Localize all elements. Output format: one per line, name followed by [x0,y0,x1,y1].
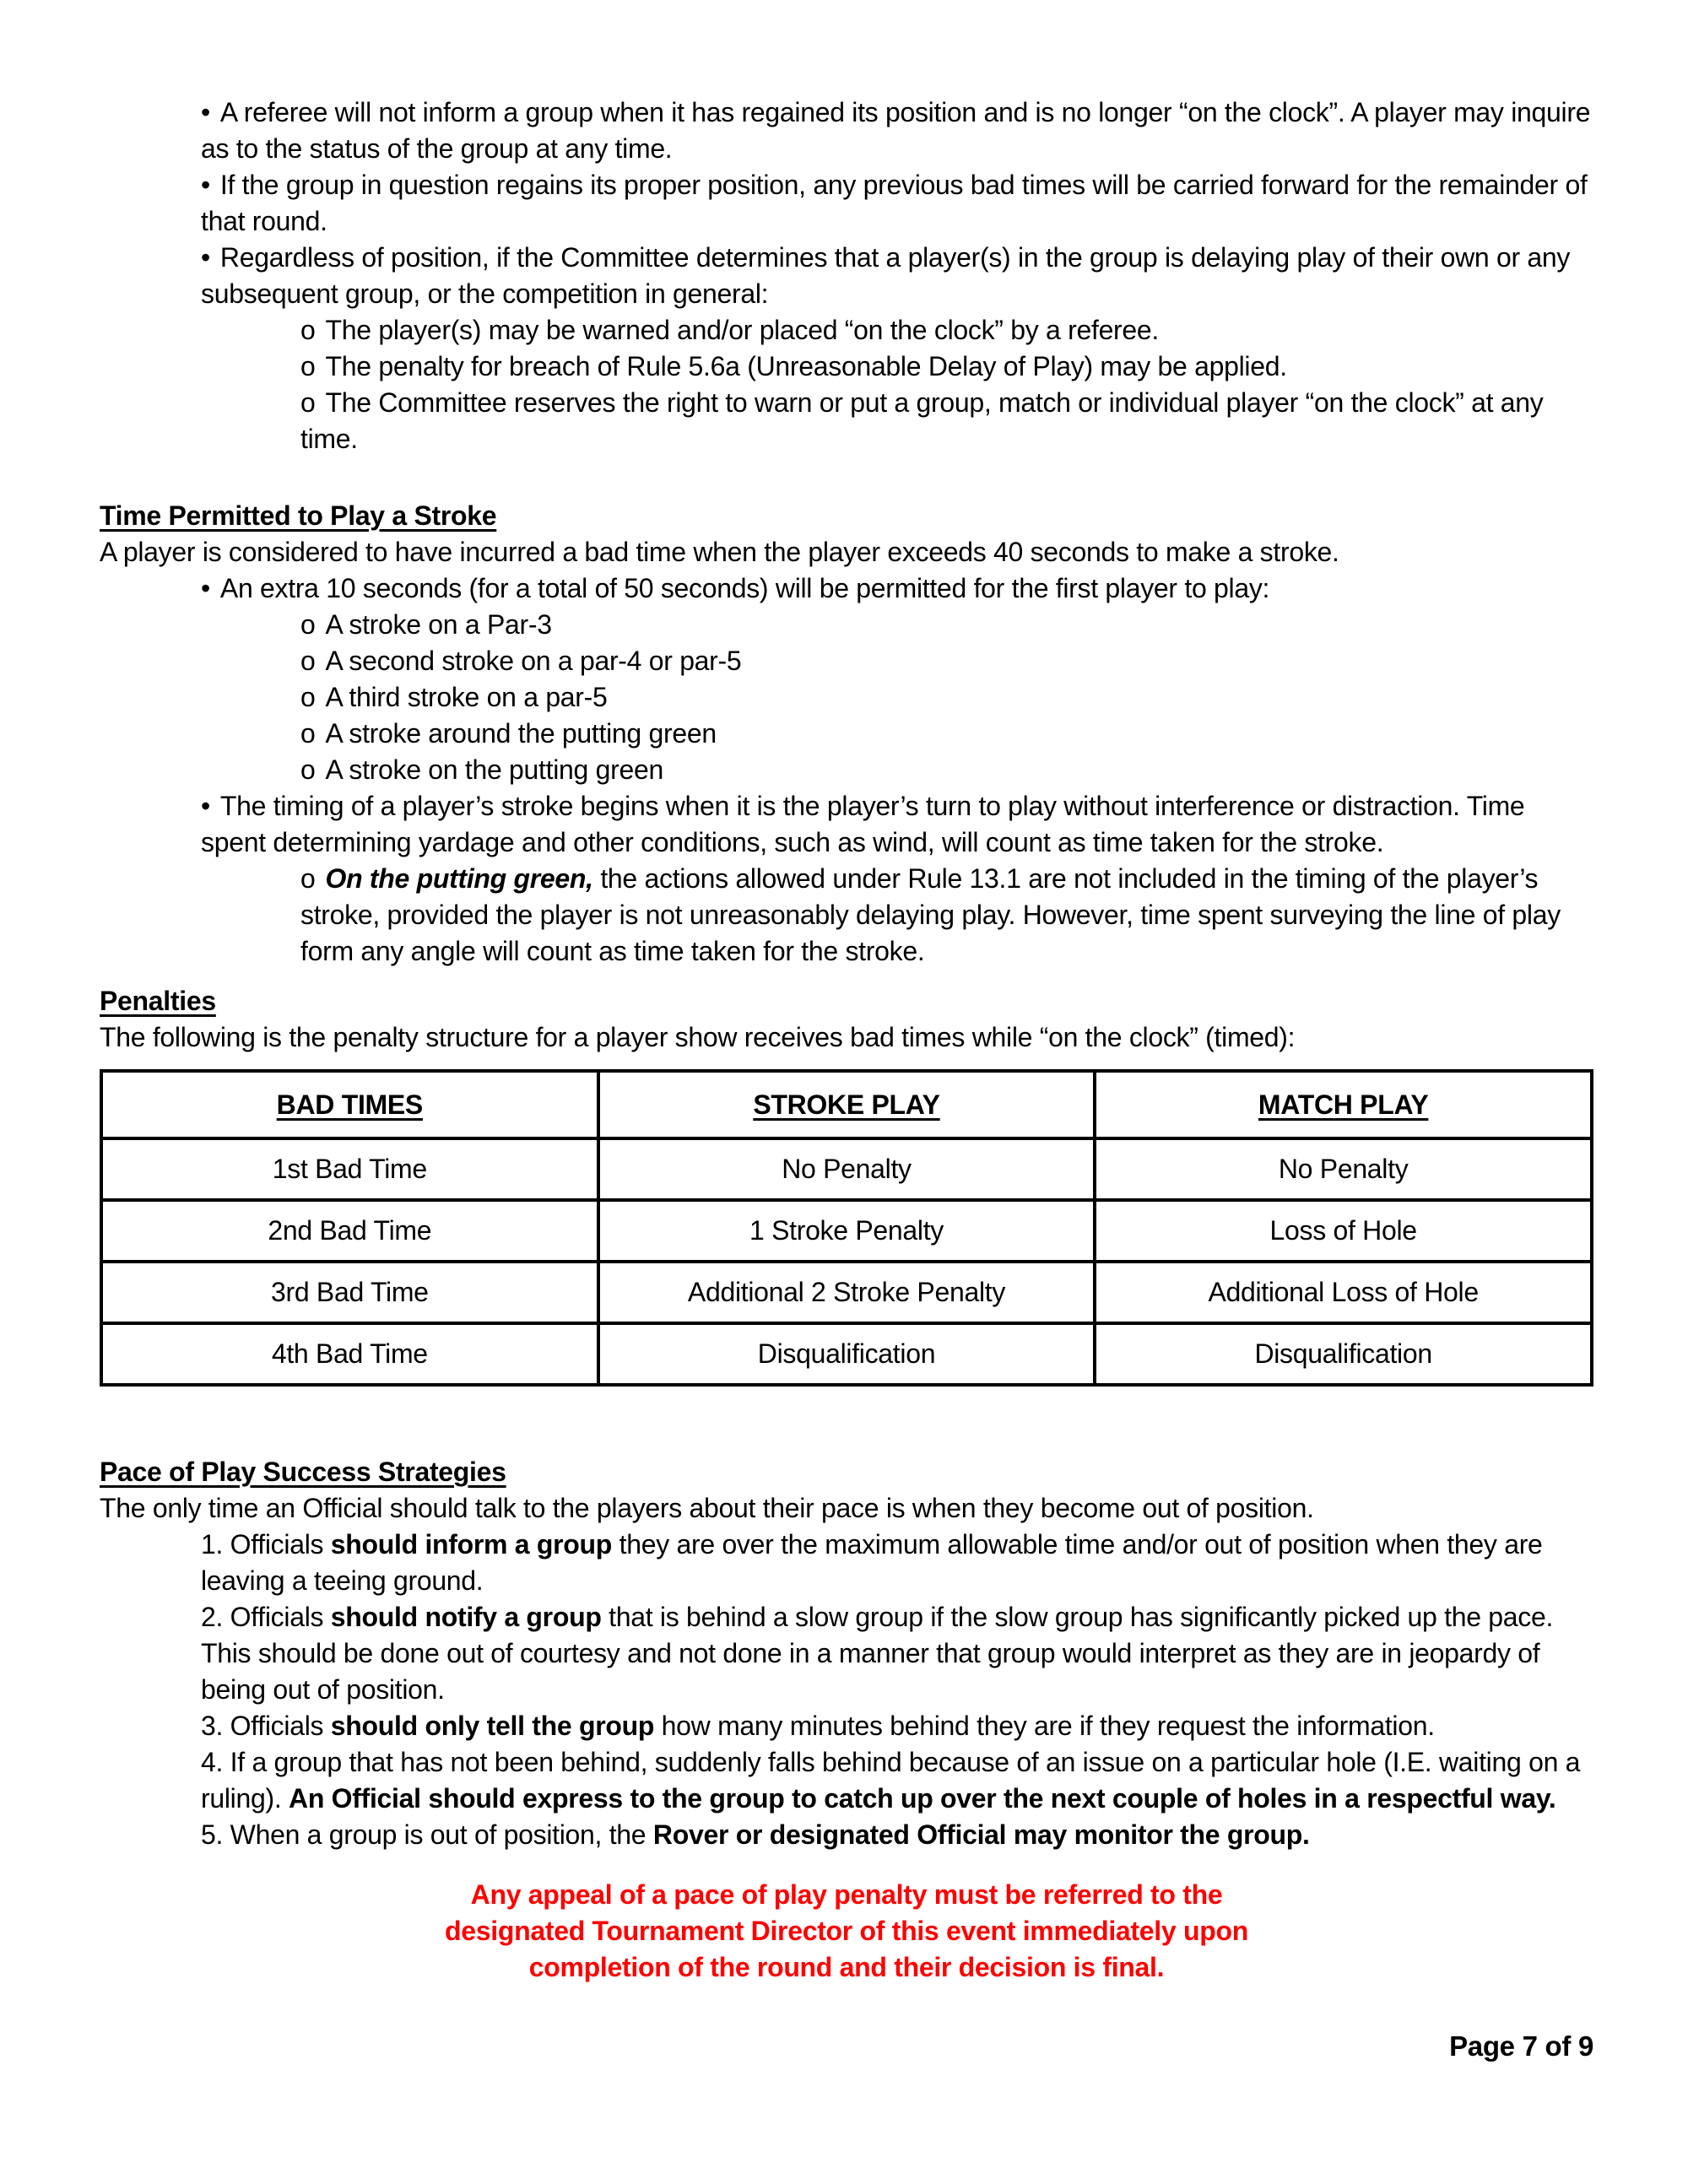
circle-marker: o [300,609,316,640]
bullet-marker: • [201,170,210,200]
bullet-item [201,167,1593,240]
sub-bullet-text: A third stroke on a par-5 [325,682,608,712]
circle-marker: o [300,754,316,785]
table-cell: No Penalty [598,1138,1096,1200]
section-heading-pace-strategies: Pace of Play Success Strategies [100,1457,506,1487]
bullet-text: Regardless of position, if the Committee determines that a player(s) in the group is delaying play of their own or any subsequent group, or the competition in general: [201,242,1571,309]
appeal-notice [100,1877,1593,1986]
circle-marker: o [300,646,316,676]
bullet-marker: • [201,97,210,127]
table-cell: No Penalty [1095,1138,1592,1200]
numbered-item: 1. Officials should inform a group they are over the maximum allowable time and/or out of position when they are leaving a teeing ground. [201,1529,1543,1596]
bullet-marker: • [201,242,210,273]
table-cell: 1 Stroke Penalty [598,1200,1096,1262]
sub-bullet-item [300,349,1593,385]
circle-marker: o [300,315,316,345]
table-cell: Additional 2 Stroke Penalty [598,1262,1096,1323]
sub-bullet-text: A stroke around the putting green [325,718,717,749]
sub-bullet-text: The penalty for breach of Rule 5.6a (Unreasonable Delay of Play) may be applied. [325,351,1287,381]
bullet-text: If the group in question regains its proper position, any previous bad times will be carried forward for the remainder of that round. [201,170,1588,236]
table-row [101,1323,1592,1385]
section-heading-penalties: Penalties [100,986,216,1016]
page-number: Page 7 of 9 [1449,2030,1593,2062]
table-cell: 3rd Bad Time [101,1262,598,1323]
numbered-item: 5. When a group is out of position, the Rover or designated Official may monitor the group. [201,1819,1310,1850]
pace-strategies-section [100,1454,1593,1853]
table-cell: 1st Bad Time [101,1138,598,1200]
bullet-item [201,788,1593,861]
sub-bullet-text: A stroke on the putting green [325,754,663,785]
bullet-item [201,240,1593,312]
sub-bullet-text: The Committee reserves the right to warn or put a group, match or individual player “on the clock” at any time. [300,387,1544,454]
circle-marker: o [300,863,316,894]
sub-bullet-item [300,312,1593,349]
sub-bullet-text: A second stroke on a par-4 or par-5 [325,646,742,676]
penalty-table [100,1069,1593,1387]
sub-bullet-item [300,752,1593,788]
numbered-item: 2. Officials should notify a group that is behind a slow group if the slow group has significantly picked up the pace. This should be done out of courtesy and not done in a manner that group would interpret as they are in jeopardy of being out of position. [201,1602,1554,1705]
table-row [101,1138,1592,1200]
circle-marker: o [300,682,316,712]
table-cell: Disqualification [1095,1323,1592,1385]
table-cell: Additional Loss of Hole [1095,1262,1592,1323]
sub-bullet-text: A stroke on a Par-3 [325,609,552,640]
sub-bullet-text: On the putting green, the actions allowed under Rule 13.1 are not included in the timing of the player’s stroke, provided the player is not unreasonably delaying play. However, time spent surveying the line of play form any angle will count as time taken for the stroke. [300,863,1561,966]
numbered-item: 3. Officials should only tell the group how many minutes behind they are if they request the information. [201,1711,1435,1741]
sub-bullet-item [300,607,1593,643]
appeal-notice-line: Any appeal of a pace of play penalty must be referred to the [470,1879,1223,1910]
intro-section [100,95,1593,457]
sub-bullet-item [300,861,1593,970]
time-permitted-section [100,498,1593,970]
circle-marker: o [300,387,316,418]
sub-bullet-item [300,716,1593,752]
appeal-notice-line: designated Tournament Director of this event immediately upon [445,1916,1248,1946]
table-row [101,1262,1592,1323]
numbered-item: 4. If a group that has not been behind, suddenly falls behind because of an issue on a particular hole (I.E. waiting on a ruling). An Official should express to the group to catch up over the next couple of holes in a respectful way. [201,1747,1581,1814]
circle-marker: o [300,351,316,381]
bullet-marker: • [201,573,210,603]
table-row [101,1200,1592,1262]
bullet-text: The timing of a player’s stroke begins when it is the player’s turn to play without interference or distraction. Time spent determining yardage and other conditions, such as wind, will count as time taken for the stroke. [201,791,1525,857]
table-cell: 4th Bad Time [101,1323,598,1385]
sub-bullet-item [300,679,1593,716]
bullet-marker: • [201,791,210,821]
column-header-stroke-play: STROKE PLAY [598,1071,1096,1138]
appeal-notice-line: completion of the round and their decision is final. [528,1952,1165,1982]
sub-bullet-text: The player(s) may be warned and/or placed “on the clock” by a referee. [325,315,1160,345]
paragraph: A player is considered to have incurred a bad time when the player exceeds 40 seconds to make a stroke. [100,537,1339,567]
penalties-section [100,983,1593,1387]
bullet-item [201,570,1593,607]
circle-marker: o [300,718,316,749]
sub-bullet-item [300,643,1593,679]
bullet-item [201,95,1593,167]
bullet-text: A referee will not inform a group when it has regained its position and is no longer “on the clock”. A player may inquire as to the status of the group at any time. [201,97,1591,164]
section-heading-time-permitted: Time Permitted to Play a Stroke [100,500,497,531]
sub-bullet-item [300,385,1593,457]
table-cell: Disqualification [598,1323,1096,1385]
column-header-match-play: MATCH PLAY [1095,1071,1592,1138]
table-cell: 2nd Bad Time [101,1200,598,1262]
table-cell: Loss of Hole [1095,1200,1592,1262]
paragraph: The following is the penalty structure for a player show receives bad times while “on the clock” (timed): [100,1022,1296,1052]
column-header-bad-times: BAD TIMES [101,1071,598,1138]
bullet-text: An extra 10 seconds (for a total of 50 seconds) will be permitted for the first player to play: [219,573,1270,603]
paragraph: The only time an Official should talk to the players about their pace is when they become out of position. [100,1493,1314,1523]
penalty-table-header-row [101,1071,1592,1138]
